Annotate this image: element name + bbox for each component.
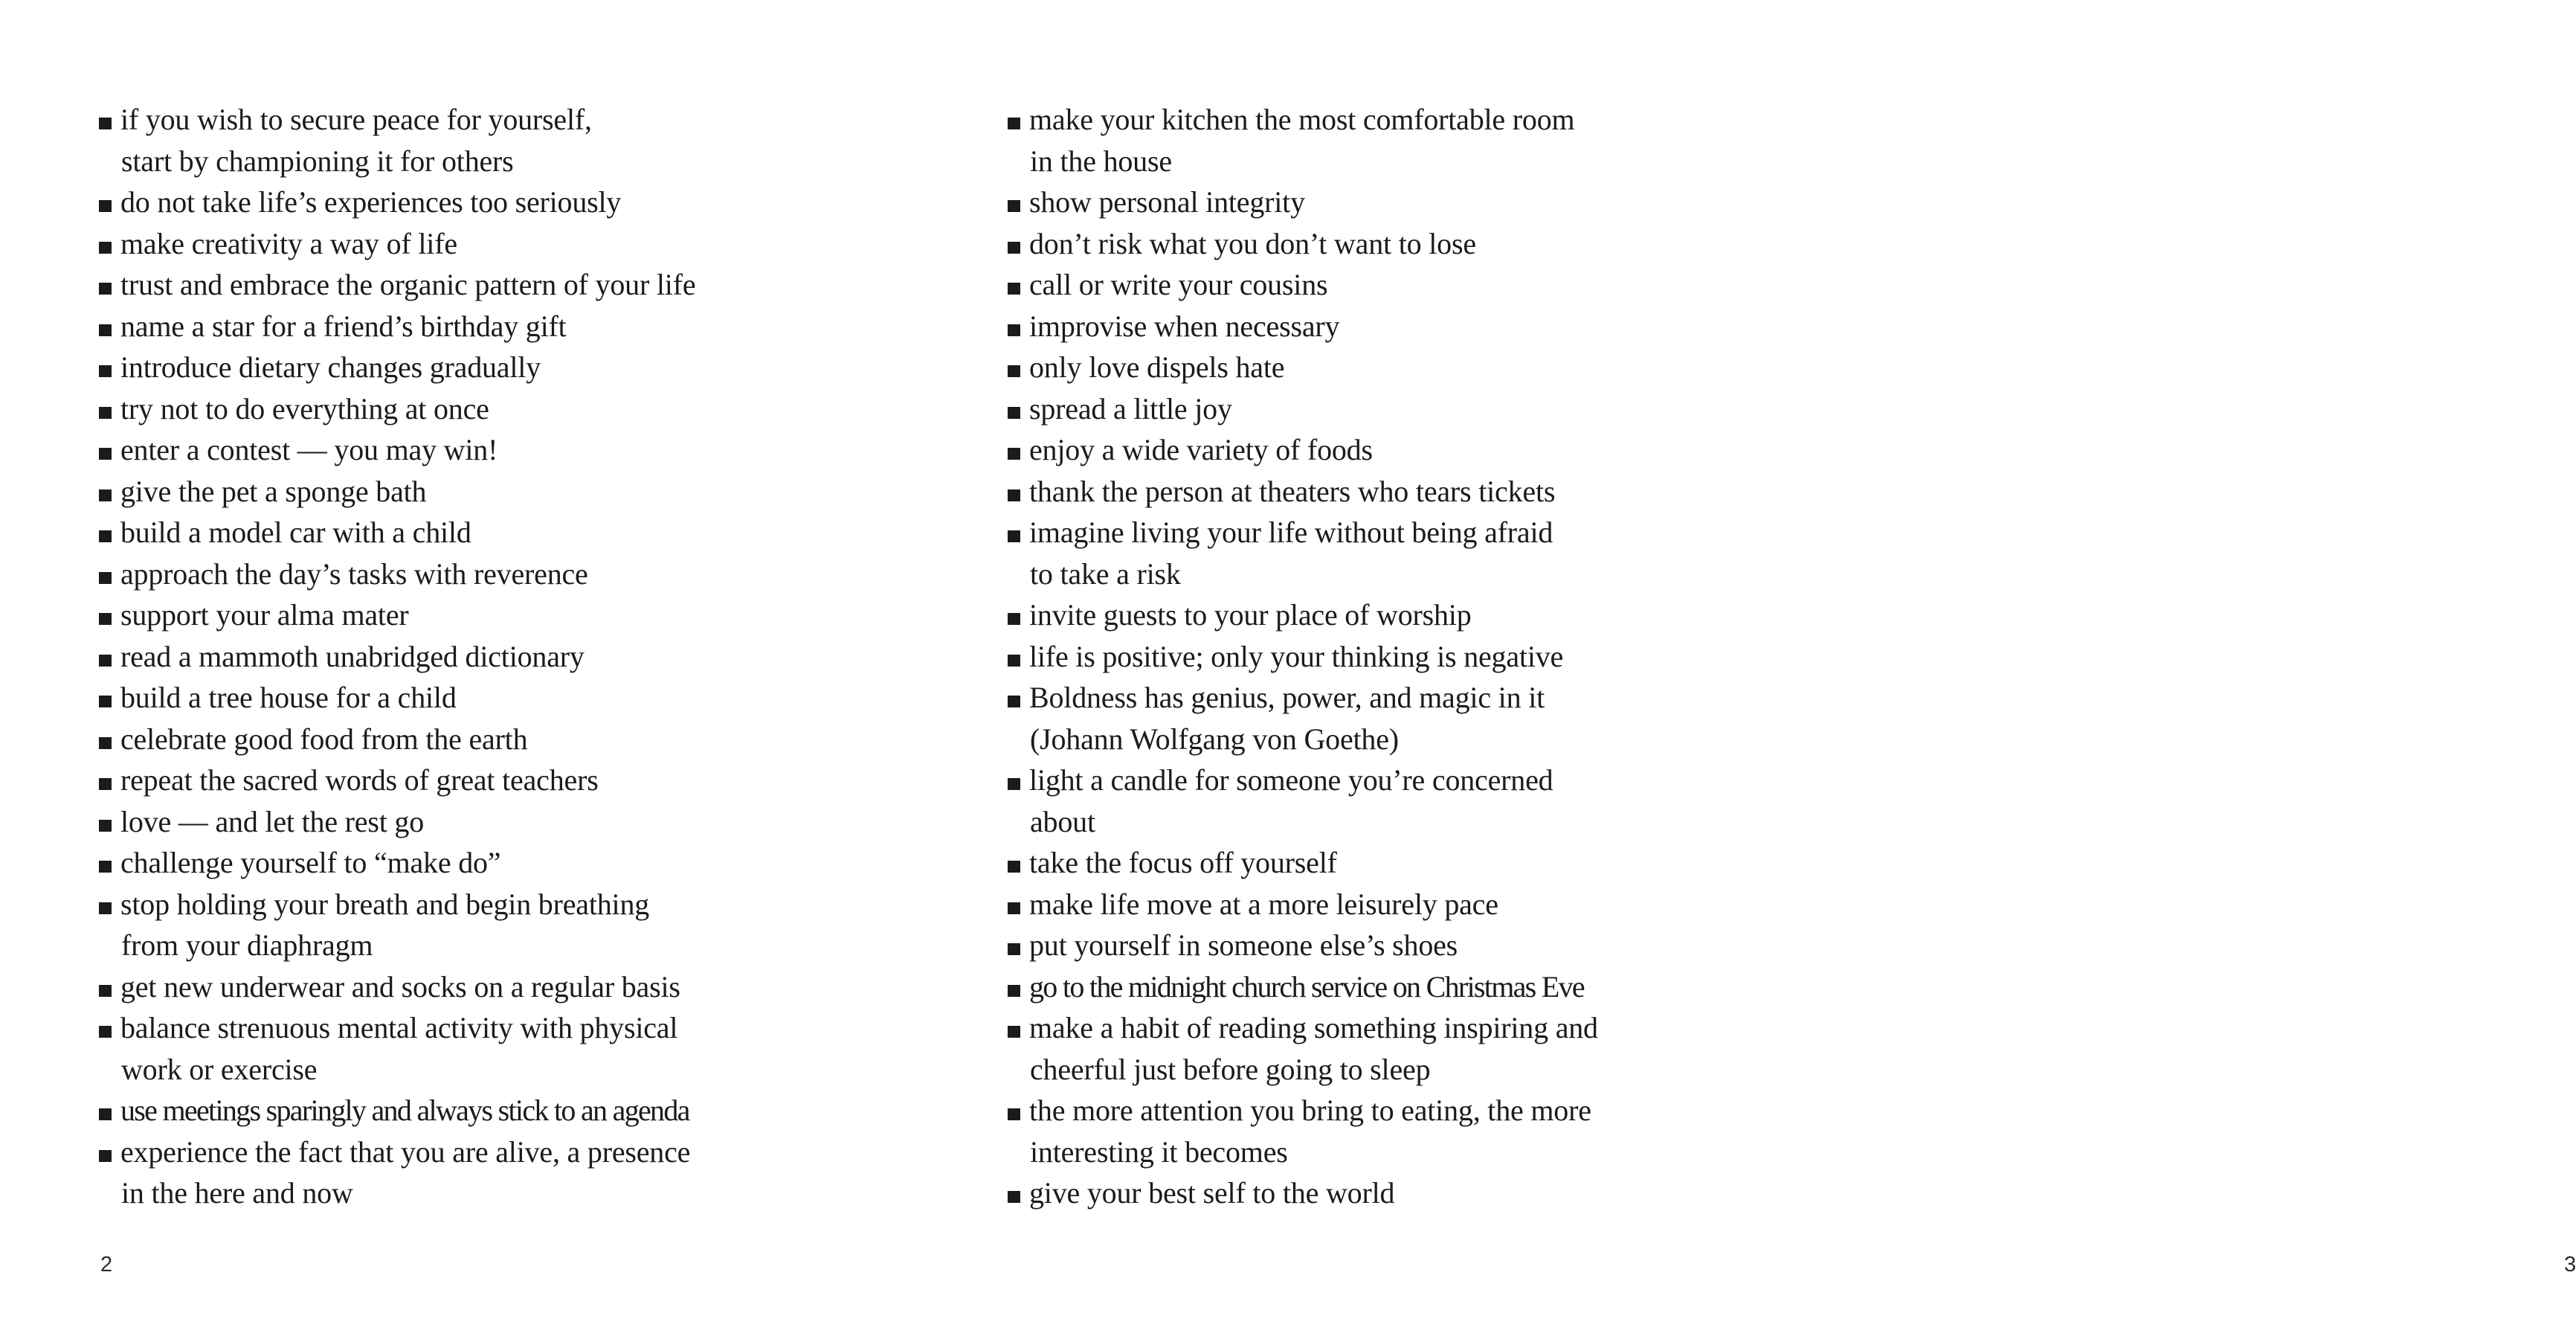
advice-text: go to the midnight church service on Christmas Eve [1029, 969, 1584, 1004]
advice-line-first [99, 966, 695, 1008]
bullet-square-icon [1008, 407, 1020, 419]
advice-text: call or write your cousins [1029, 268, 1328, 301]
advice-text: stop holding your breath and begin breathing [120, 887, 650, 921]
advice-text: give the pet a sponge bath [120, 474, 427, 508]
advice-line-first [1008, 677, 1598, 719]
bullet-square-icon [1008, 242, 1020, 254]
advice-line-first [99, 719, 695, 760]
bullet-square-icon [99, 365, 112, 377]
bullet-square-icon [99, 985, 112, 997]
advice-text: invite guests to your place of worship [1029, 598, 1472, 632]
advice-text: take the focus off yourself [1029, 846, 1337, 879]
advice-text: Boldness has genius, power, and magic in it [1029, 681, 1545, 714]
advice-text: cheerful just before going to sleep [1030, 1052, 1431, 1086]
advice-item [1008, 182, 1598, 223]
bullet-square-icon [99, 902, 112, 914]
advice-item [99, 594, 695, 636]
advice-item [1008, 388, 1598, 430]
advice-item [99, 512, 695, 553]
advice-text: use meetings sparingly and always stick to an agenda [120, 1094, 689, 1127]
bullet-square-icon [99, 283, 112, 295]
advice-item [1008, 429, 1598, 471]
advice-text: repeat the sacred words of great teachers [120, 763, 599, 797]
advice-item [99, 1090, 695, 1131]
advice-item [1008, 306, 1598, 347]
advice-item [99, 636, 695, 678]
advice-text: give your best self to the world [1029, 1176, 1395, 1210]
page-left [0, 0, 892, 1339]
advice-text: introduce dietary changes gradually [120, 350, 541, 384]
advice-text: show personal integrity [1029, 185, 1305, 219]
advice-line-first [99, 306, 695, 347]
advice-item [1008, 347, 1598, 388]
advice-text: build a tree house for a child [120, 681, 457, 714]
page-right [892, 0, 2576, 1339]
bullet-square-icon [1008, 530, 1020, 542]
bullet-square-icon [1008, 613, 1020, 625]
bullet-square-icon [1008, 861, 1020, 873]
advice-text: the more attention you bring to eating, the more [1029, 1094, 1591, 1127]
advice-text: trust and embrace the organic pattern of your life [120, 268, 696, 301]
advice-line-first [99, 388, 695, 430]
bullet-square-icon [99, 572, 112, 584]
advice-item [1008, 1172, 1598, 1214]
advice-item [99, 471, 695, 513]
advice-line-first [99, 223, 695, 265]
advice-list-left [99, 99, 695, 1214]
bullet-square-icon [1008, 324, 1020, 336]
bullet-square-icon [1008, 985, 1020, 997]
advice-text: experience the fact that you are alive, a presence [120, 1134, 691, 1169]
advice-line-continuation [1008, 141, 1598, 182]
advice-item [1008, 966, 1598, 1008]
advice-item [1008, 594, 1598, 636]
advice-item [99, 801, 695, 843]
advice-item [99, 842, 695, 884]
advice-item [1008, 223, 1598, 265]
bullet-square-icon [1008, 118, 1020, 129]
advice-item [1008, 1090, 1598, 1172]
advice-text: if you wish to secure peace for yourself, [120, 103, 592, 136]
advice-line-first [99, 760, 695, 801]
advice-item [1008, 471, 1598, 513]
advice-line-first [1008, 925, 1598, 966]
bullet-square-icon [99, 324, 112, 336]
advice-text: make a habit of reading something inspiring and [1029, 1011, 1598, 1044]
advice-line-first [99, 1131, 695, 1173]
advice-text: love — and let the rest go [120, 804, 425, 838]
bullet-square-icon [1008, 655, 1020, 667]
advice-text: interesting it becomes [1030, 1134, 1288, 1169]
bullet-square-icon [99, 778, 112, 790]
advice-line-continuation [1008, 553, 1598, 595]
advice-line-continuation [1008, 1131, 1598, 1173]
advice-line-first [1008, 884, 1598, 925]
bullet-square-icon [1008, 200, 1020, 212]
advice-text: about [1030, 804, 1095, 838]
bullet-square-icon [99, 489, 112, 501]
advice-line-first [99, 512, 695, 553]
advice-item [99, 429, 695, 471]
advice-item [99, 884, 695, 966]
advice-text: life is positive; only your thinking is negative [1029, 639, 1564, 673]
advice-text: don’t risk what you don’t want to lose [1029, 226, 1476, 260]
advice-item [99, 1007, 695, 1090]
bullet-square-icon [1008, 696, 1020, 707]
advice-text: approach the day’s tasks with reverence [120, 556, 588, 591]
advice-text: balance strenuous mental activity with physical [120, 1011, 678, 1044]
advice-item [99, 553, 695, 595]
advice-item [99, 223, 695, 265]
advice-line-continuation [99, 1172, 695, 1214]
bullet-square-icon [99, 1108, 112, 1120]
advice-line-first [99, 636, 695, 678]
advice-line-first [1008, 429, 1598, 471]
advice-item [99, 677, 695, 719]
bullet-square-icon [99, 655, 112, 667]
advice-line-continuation [1008, 801, 1598, 843]
advice-line-first [99, 1007, 695, 1049]
advice-list-right [1008, 99, 1598, 1214]
advice-line-first [99, 264, 695, 306]
advice-line-first [1008, 347, 1598, 388]
bullet-square-icon [1008, 902, 1020, 914]
advice-line-continuation [1008, 1049, 1598, 1091]
bullet-square-icon [99, 200, 112, 212]
advice-item [1008, 636, 1598, 678]
page-number-left: 2 [100, 1253, 113, 1277]
advice-item [1008, 99, 1598, 182]
advice-item [99, 306, 695, 347]
advice-text: (Johann Wolfgang von Goethe) [1030, 722, 1399, 756]
bullet-square-icon [99, 861, 112, 873]
bullet-square-icon [1008, 448, 1020, 460]
advice-line-first [99, 182, 695, 223]
advice-line-first [1008, 1172, 1598, 1214]
advice-text: challenge yourself to “make do” [120, 846, 501, 879]
advice-line-first [1008, 1007, 1598, 1049]
advice-text: imagine living your life without being afraid [1029, 516, 1553, 549]
advice-line-first [99, 429, 695, 471]
advice-line-first [99, 347, 695, 388]
bullet-square-icon [99, 407, 112, 419]
advice-line-first [1008, 264, 1598, 306]
advice-line-first [99, 842, 695, 884]
advice-line-first [99, 1090, 695, 1131]
advice-line-first [1008, 306, 1598, 347]
advice-text: improvise when necessary [1029, 309, 1340, 343]
advice-item [99, 182, 695, 223]
advice-line-continuation [99, 141, 695, 182]
bullet-square-icon [99, 242, 112, 254]
advice-item [99, 966, 695, 1008]
advice-item [99, 347, 695, 388]
advice-text: start by championing it for others [121, 144, 514, 178]
advice-text: enter a contest — you may win! [120, 433, 498, 466]
bullet-square-icon [1008, 943, 1020, 955]
advice-text: name a star for a friend’s birthday gift [120, 309, 567, 343]
advice-line-first [1008, 99, 1598, 141]
advice-item [1008, 677, 1598, 760]
advice-line-continuation [1008, 719, 1598, 760]
advice-item [1008, 884, 1598, 925]
advice-line-first [99, 801, 695, 843]
advice-text: make your kitchen the most comfortable room [1029, 103, 1575, 136]
advice-line-continuation [99, 925, 695, 966]
advice-text: only love dispels hate [1029, 350, 1285, 384]
bullet-square-icon [99, 613, 112, 625]
advice-line-first [99, 677, 695, 719]
advice-item [1008, 760, 1598, 842]
advice-line-first [99, 471, 695, 513]
bullet-square-icon [99, 118, 112, 129]
advice-line-first [99, 99, 695, 141]
advice-item [99, 264, 695, 306]
advice-text: put yourself in someone else’s shoes [1029, 928, 1458, 962]
advice-item [1008, 264, 1598, 306]
advice-text: celebrate good food from the earth [120, 722, 528, 756]
bullet-square-icon [99, 530, 112, 542]
advice-text: make creativity a way of life [120, 226, 457, 260]
advice-text: make life move at a more leisurely pace [1029, 887, 1498, 921]
advice-line-first [1008, 512, 1598, 553]
bullet-square-icon [1008, 365, 1020, 377]
advice-item [99, 719, 695, 760]
advice-text: spread a little joy [1029, 391, 1232, 426]
bullet-square-icon [1008, 489, 1020, 501]
advice-text: enjoy a wide variety of foods [1029, 433, 1373, 466]
advice-line-first [1008, 1090, 1598, 1131]
advice-line-first [99, 594, 695, 636]
advice-item [99, 388, 695, 430]
advice-text: try not to do everything at once [120, 391, 489, 426]
advice-text: read a mammoth unabridged dictionary [120, 639, 585, 673]
advice-line-first [1008, 223, 1598, 265]
page-number-right: 3 [2564, 1253, 2576, 1277]
bullet-square-icon [1008, 1026, 1020, 1038]
bullet-square-icon [1008, 1108, 1020, 1120]
advice-line-continuation [99, 1049, 695, 1091]
bullet-square-icon [99, 737, 112, 749]
bullet-square-icon [1008, 1191, 1020, 1203]
advice-text: in the here and now [121, 1176, 353, 1210]
bullet-square-icon [99, 696, 112, 707]
advice-line-first [1008, 966, 1598, 1008]
advice-text: light a candle for someone you’re concerned [1029, 763, 1553, 797]
advice-item [99, 760, 695, 801]
advice-line-first [99, 884, 695, 925]
advice-line-first [1008, 842, 1598, 884]
advice-item [1008, 1007, 1598, 1090]
bullet-square-icon [99, 1026, 112, 1038]
advice-text: work or exercise [121, 1052, 318, 1086]
advice-text: thank the person at theaters who tears tickets [1029, 474, 1556, 508]
bullet-square-icon [1008, 283, 1020, 295]
advice-text: do not take life’s experiences too seriously [120, 185, 622, 219]
bullet-square-icon [99, 820, 112, 832]
advice-item [99, 1131, 695, 1214]
advice-text: build a model car with a child [120, 516, 471, 549]
advice-text: support your alma mater [120, 598, 409, 632]
advice-line-first [99, 553, 695, 595]
advice-item [1008, 842, 1598, 884]
advice-text: from your diaphragm [121, 928, 373, 962]
bullet-square-icon [99, 448, 112, 460]
advice-text: in the house [1030, 144, 1172, 178]
advice-line-first [1008, 594, 1598, 636]
advice-line-first [1008, 182, 1598, 223]
advice-line-first [1008, 388, 1598, 430]
advice-item [99, 99, 695, 182]
advice-item [1008, 512, 1598, 594]
advice-text: to take a risk [1030, 556, 1181, 591]
bullet-square-icon [99, 1150, 112, 1162]
advice-line-first [1008, 471, 1598, 513]
advice-text: get new underwear and socks on a regular basis [120, 969, 680, 1004]
advice-item [1008, 925, 1598, 966]
advice-line-first [1008, 636, 1598, 678]
advice-line-first [1008, 760, 1598, 801]
bullet-square-icon [1008, 778, 1020, 790]
